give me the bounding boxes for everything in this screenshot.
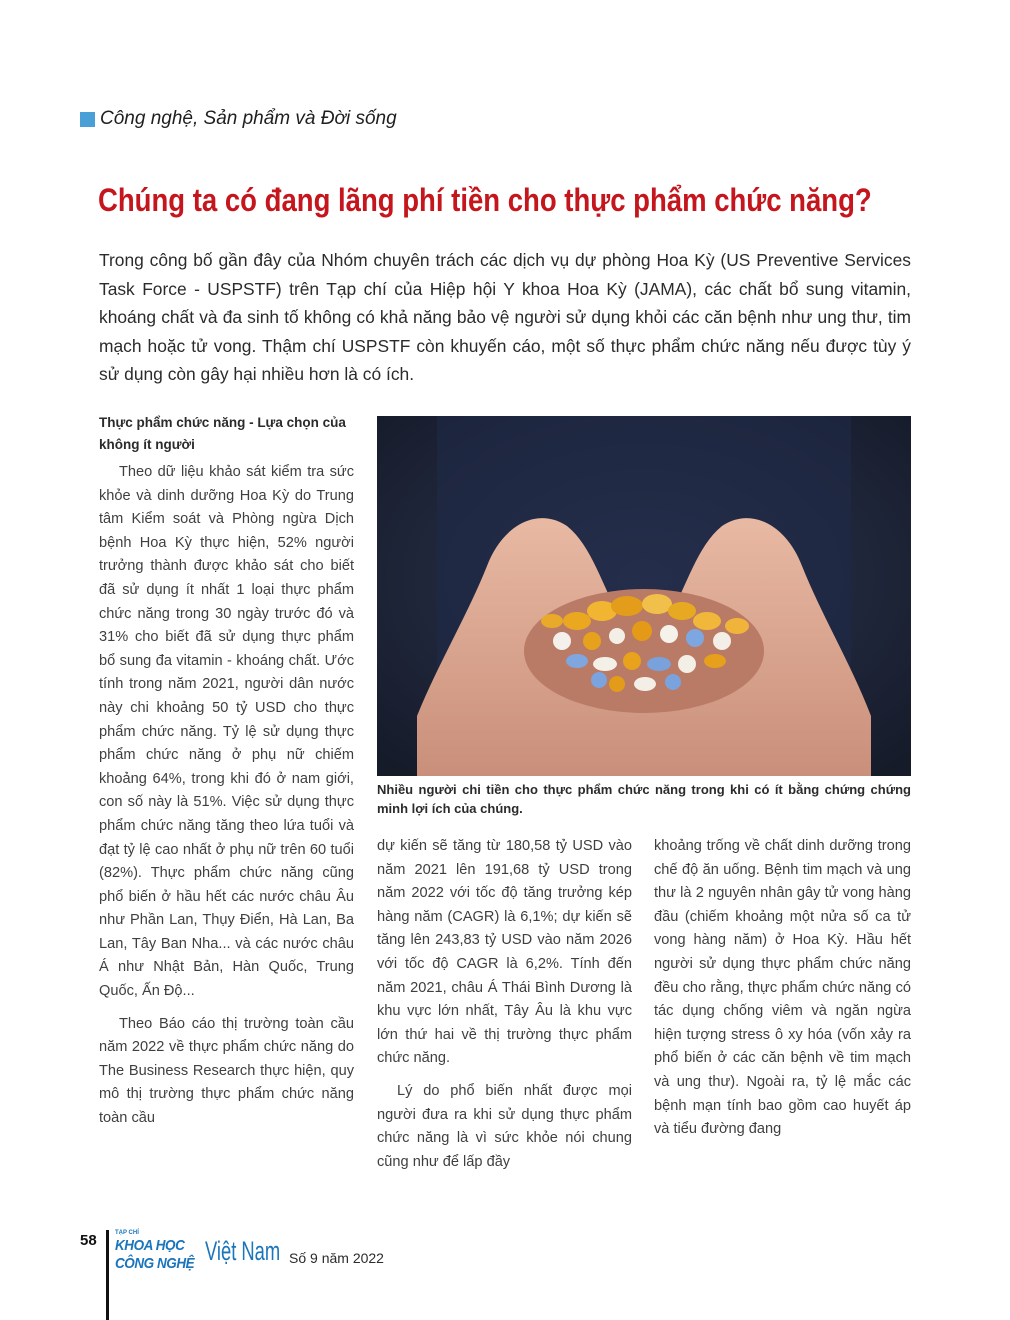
- section-header: [80, 107, 397, 131]
- page-number: 58: [80, 1232, 97, 1249]
- magazine-logo-line1: KHOA HỌC: [115, 1237, 185, 1254]
- article-photo: [377, 416, 911, 776]
- text-column-2: [377, 835, 632, 1183]
- issue-label: Số 9 năm 2022: [289, 1250, 384, 1266]
- magazine-logo-vietnam: Việt Nam: [205, 1236, 281, 1266]
- paragraph: khoảng trống về chất dinh dưỡng trong chế độ ăn uống. Bệnh tim mạch và ung thư là 2 nguyên nhân gây tử vong hàng đầu (chiếm khoảng một nửa số ca tử vong hàng năm) ở Hoa Kỳ. Hầu hết người sử dụng thực phẩm chức năng đều cho rằng, thực phẩm chức năng có tác dụng chống viêm và ngăn ngừa hiện tượng stress ô xy hóa (vốn xảy ra phổ biến ở các căn bệnh về tim mạch và ung thư). Ngoài ra, tỷ lệ mắc các bệnh mạn tính bao gồm cao huyết áp và tiểu đường đang: [654, 838, 911, 1138]
- photo-caption: Nhiều người chi tiền cho thực phẩm chức năng trong khi có ít bằng chứng chứng minh lợi ích của chúng.: [377, 782, 911, 816]
- subheading: Thực phẩm chức năng - Lựa chọn của không ít người: [99, 415, 346, 452]
- section-marker-icon: [80, 112, 95, 127]
- article-headline: Chúng ta có đang lãng phí tiền cho thực phẩm chức năng?: [98, 182, 872, 218]
- text-column-3: [654, 835, 911, 1151]
- paragraph: Theo Báo cáo thị trường toàn cầu năm 2022 về thực phẩm chức năng do The Business Research thực hiện, quy mô thị trường thực phẩm chức năng toàn cầu: [99, 1015, 354, 1127]
- magazine-logo-small: TẠP CHÍ: [115, 1230, 139, 1236]
- section-title: Công nghệ, Sản phẩm và Đời sống: [100, 108, 397, 129]
- magazine-logo-line2: CÔNG NGHỆ: [115, 1255, 195, 1272]
- text-column-1: [99, 461, 354, 1140]
- article-lead: Trong công bố gần đây của Nhóm chuyên trách các dịch vụ dự phòng Hoa Kỳ (US Preventive Services Task Force - USPSTF) trên Tạp chí của Hiệp hội Y khoa Hoa Kỳ (JAMA), các chất bổ sung vitamin, khoáng chất và đa sinh tố không có khả năng bảo vệ người sử dụng khỏi các căn bệnh như ung thư, tim mạch hoặc tử vong. Thậm chí USPSTF còn khuyến cáo, một số thực phẩm chức năng nếu được tùy ý sử dụng còn gây hại nhiều hơn là có ích.: [99, 250, 911, 384]
- hands-with-pills-image: [377, 416, 911, 776]
- paragraph: dự kiến sẽ tăng từ 180,58 tỷ USD vào năm 2021 lên 191,68 tỷ USD trong năm 2022 với tốc độ tăng trưởng kép hàng năm (CAGR) là 6,1%; dự kiến sẽ tăng lên 243,83 tỷ USD vào năm 2026 với tốc độ CAGR là 6,2%. Tính đến năm 2021, châu Á Thái Bình Dương là khu vực lớn nhất, Tây Âu là khu vực lớn thứ hai về thị trường thực phẩm chức năng.: [377, 838, 632, 1067]
- paragraph: Lý do phổ biến nhất được mọi người đưa ra khi sử dụng thực phẩm chức năng là vì sức khỏe nói chung cũng như để lấp đầy: [377, 1082, 632, 1170]
- paragraph: Theo dữ liệu khảo sát kiểm tra sức khỏe và dinh dưỡng Hoa Kỳ do Trung tâm Kiểm soát và Phòng ngừa Dịch bệnh Hoa Kỳ thực hiện, 52% người trưởng thành được khảo sát cho biết đã sử dụng ít nhất 1 loại thực phẩm chức năng trong 30 ngày trước đó và 31% cho biết đã sử dụng thực phẩm bổ sung đa vitamin - khoáng chất. Ước tính trong năm 2021, người dân nước này chi khoảng 50 tỷ USD cho thực phẩm chức năng. Tỷ lệ sử dụng thực phẩm chức năng ở phụ nữ chiếm khoảng 64%, trong khi đó ở nam giới, con số này là 51%. Việc sử dụng thực phẩm chức năng tăng theo lứa tuổi và đạt tỷ lệ cao nhất ở phụ nữ trên 60 tuổi (82%). Thực phẩm chức năng cũng phổ biến ở hầu hết các nước châu Âu như Phần Lan, Thụy Điển, Hà Lan, Ba Lan, Tây Ban Nha... và các nước châu Á như Nhật Bản, Hàn Quốc, Trung Quốc, Ấn Độ...: [99, 464, 354, 1000]
- footer-divider: [106, 1230, 109, 1320]
